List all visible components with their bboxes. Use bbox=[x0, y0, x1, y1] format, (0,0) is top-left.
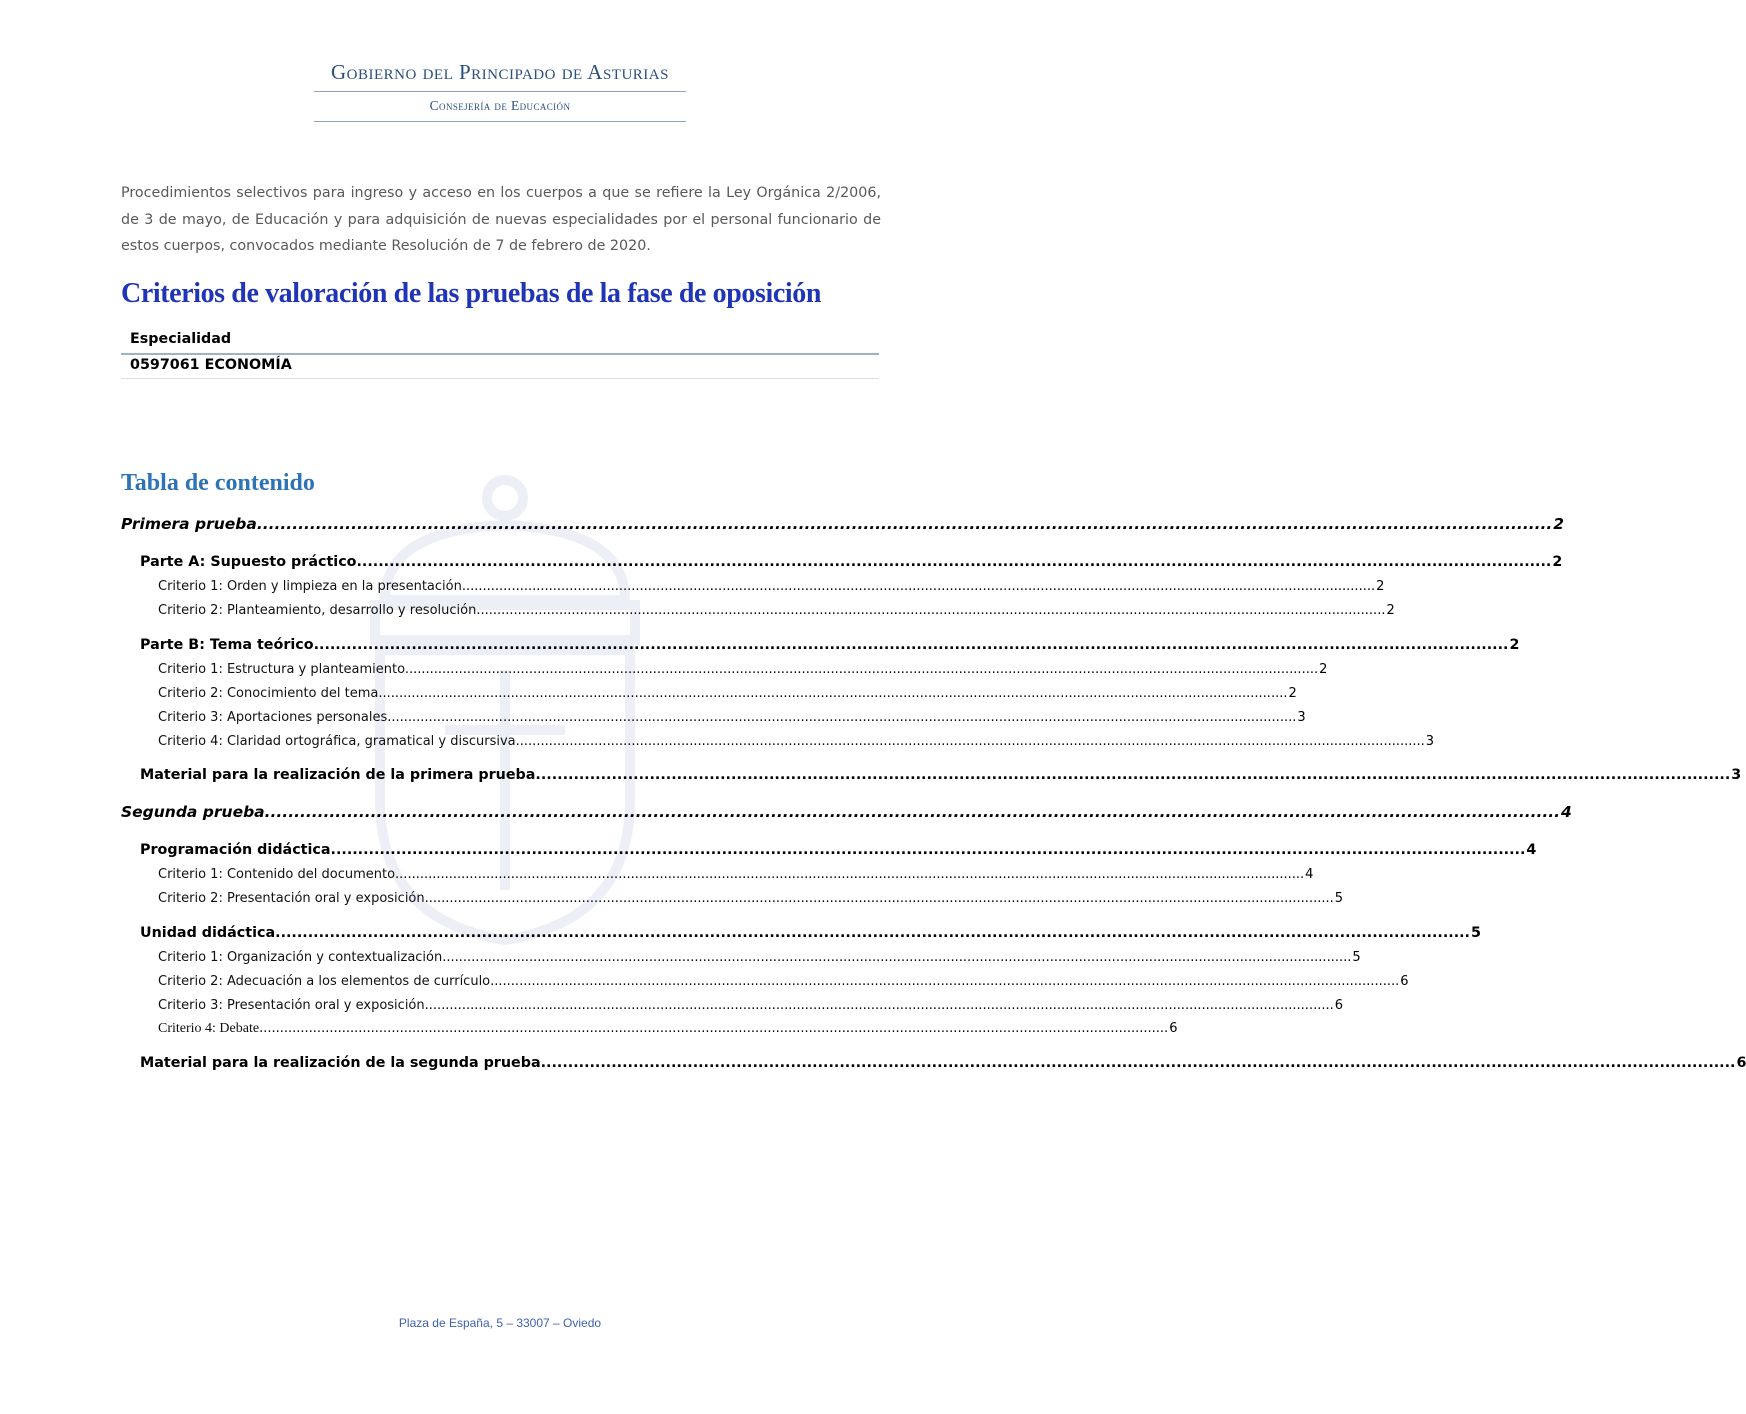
toc-entry-criterio[interactable]: Criterio 2: Conocimiento del tema ............................................................................................................................................................................................................................ 2 bbox=[158, 686, 1297, 701]
letterhead-title: Gobierno del Principado de Asturias bbox=[331, 60, 669, 84]
leader-dots: ............................................................................................................................................................................................................................ bbox=[378, 686, 1288, 701]
toc-entry-criterio[interactable]: Criterio 1: Contenido del documento ............................................................................................................................................................................................................................ 4 bbox=[158, 867, 1314, 882]
leader-dots: ............................................................................................................................................................................................................................ bbox=[387, 710, 1297, 725]
leader-dots: ............................................................................................................................................................................................................................ bbox=[424, 998, 1334, 1013]
toc-entry-segunda-prueba[interactable]: Segunda prueba ............................................................................................................................................................................................................................ 4 bbox=[121, 803, 1572, 821]
leader-dots: ............................................................................................................................................................................................................................ bbox=[259, 1021, 1169, 1036]
leader-dots: ............................................................................................................................................................................................................................ bbox=[264, 803, 1561, 821]
toc-entry-criterio[interactable]: Criterio 2: Presentación oral y exposición ............................................................................................................................................................................................................................ 5 bbox=[158, 891, 1344, 906]
specialty-label: Especialidad bbox=[130, 331, 232, 347]
leader-dots: ............................................................................................................................................................................................................................ bbox=[515, 734, 1425, 749]
leader-dots: ............................................................................................................................................................................................................................ bbox=[356, 554, 1552, 570]
toc-entry-criterio[interactable]: Criterio 1: Organización y contextualización ............................................................................................................................................................................................................................ 5 bbox=[158, 950, 1361, 965]
footer-address: Plaza de España, 5 – 33007 – Oviedo bbox=[398, 1316, 602, 1330]
specialty-value: 0597061 ECONOMÍA bbox=[130, 357, 292, 373]
toc-entry-criterio[interactable]: Criterio 4: Debate ............................................................................................................................................................................................................................ 6 bbox=[158, 1021, 1178, 1036]
leader-dots: ............................................................................................................................................................................................................................ bbox=[490, 974, 1400, 989]
leader-dots: ............................................................................................................................................................................................................................ bbox=[313, 637, 1509, 653]
letterhead-subtitle: Consejería de Educación bbox=[429, 98, 571, 113]
toc-entry-parte-a[interactable]: Parte A: Supuesto práctico ............................................................................................................................................................................................................................ 2 bbox=[140, 554, 1563, 570]
toc-entry-criterio[interactable]: Criterio 2: Adecuación a los elementos de currículo ............................................................................................................................................................................................................................ 6 bbox=[158, 974, 1409, 989]
toc-entry-criterio[interactable]: Criterio 3: Aportaciones personales ............................................................................................................................................................................................................................ 3 bbox=[158, 710, 1306, 725]
specialty-divider bbox=[121, 353, 879, 355]
toc-entry-programacion[interactable]: Programación didáctica ............................................................................................................................................................................................................................ 4 bbox=[140, 842, 1537, 858]
toc-entry-unidad[interactable]: Unidad didáctica ............................................................................................................................................................................................................................ 5 bbox=[140, 925, 1481, 941]
toc-entry-primera-prueba[interactable]: Primera prueba ............................................................................................................................................................................................................................ 2 bbox=[121, 515, 1565, 533]
specialty-divider-bottom bbox=[121, 378, 879, 379]
toc-heading: Tabla de contenido bbox=[121, 470, 315, 496]
page-title: Criterios de valoración de las pruebas de la fase de oposición bbox=[121, 278, 822, 309]
toc-entry-criterio[interactable]: Criterio 2: Planteamiento, desarrollo y resolución ............................................................................................................................................................................................................................ 2 bbox=[158, 603, 1395, 618]
leader-dots: ............................................................................................................................................................................................................................ bbox=[442, 950, 1352, 965]
leader-dots: ............................................................................................................................................................................................................................ bbox=[395, 867, 1305, 882]
leader-dots: ............................................................................................................................................................................................................................ bbox=[476, 603, 1386, 618]
intro-paragraph: Procedimientos selectivos para ingreso y acceso en los cuerpos a que se refiere la Ley Orgánica 2/2006, de 3 de mayo, de Educación y para adquisición de nuevas especialidades por el personal funcionario de estos cuerpos, convocados mediante Resolución de 7 de febrero de 2020. bbox=[121, 185, 881, 254]
leader-dots: ............................................................................................................................................................................................................................ bbox=[256, 515, 1553, 533]
toc-entry-criterio[interactable]: Criterio 3: Presentación oral y exposición ............................................................................................................................................................................................................................ 6 bbox=[158, 998, 1344, 1013]
leader-dots: ............................................................................................................................................................................................................................ bbox=[330, 842, 1526, 858]
toc-entry-material-segunda[interactable]: Material para la realización de la segunda prueba ............................................................................................................................................................................................................................ 6 bbox=[140, 1055, 1746, 1071]
toc-entry-material-primera[interactable]: Material para la realización de la primera prueba ............................................................................................................................................................................................................................ 3 bbox=[140, 767, 1742, 783]
leader-dots: ............................................................................................................................................................................................................................ bbox=[465, 579, 1376, 594]
toc-entry-criterio[interactable]: Criterio 4: Claridad ortográfica, gramatical y discursiva ............................................................................................................................................................................................................................ 3 bbox=[158, 734, 1435, 749]
toc-entry-criterio[interactable]: Criterio 1: Estructura y planteamiento. ............................................................................................................................................................................................................................ 2 bbox=[158, 662, 1328, 677]
letterhead-divider bbox=[314, 91, 686, 92]
leader-dots: ............................................................................................................................................................................................................................ bbox=[275, 925, 1470, 941]
leader-dots: ............................................................................................................................................................................................................................ bbox=[535, 767, 1731, 783]
letterhead bbox=[0, 58, 1000, 122]
leader-dots: ............................................................................................................................................................................................................................ bbox=[408, 662, 1319, 677]
letterhead-divider-bottom bbox=[314, 121, 686, 122]
leader-dots: ............................................................................................................................................................................................................................ bbox=[424, 891, 1334, 906]
leader-dots: ............................................................................................................................................................................................................................ bbox=[540, 1055, 1736, 1071]
toc-entry-criterio[interactable]: Criterio 1: Orden y limpieza en la presentación. ............................................................................................................................................................................................................................ 2 bbox=[158, 579, 1385, 594]
toc-entry-parte-b[interactable]: Parte B: Tema teórico ............................................................................................................................................................................................................................ 2 bbox=[140, 637, 1520, 653]
